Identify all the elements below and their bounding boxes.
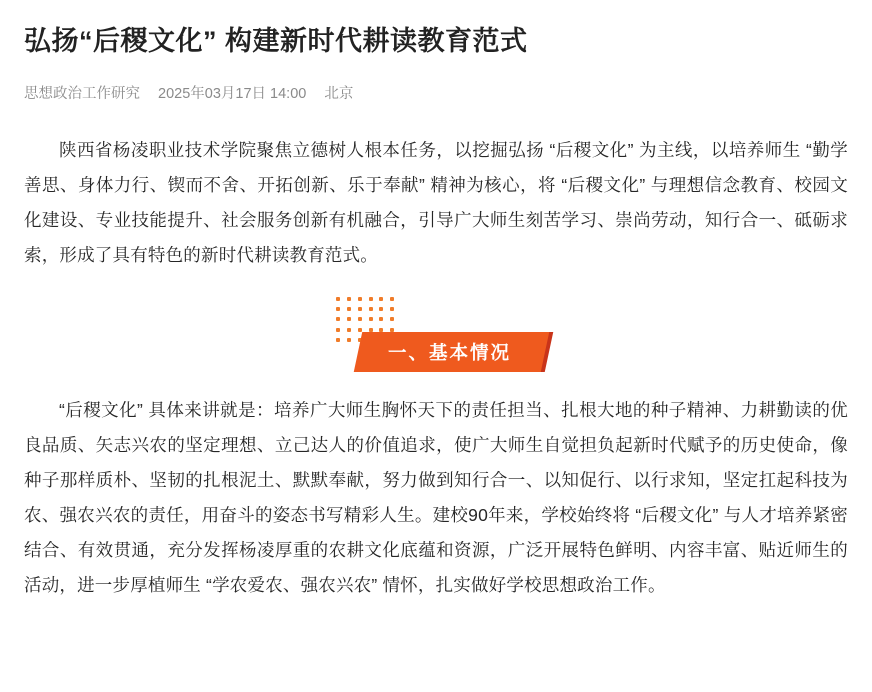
meta-location: 北京 bbox=[324, 86, 354, 102]
page-title: 弘扬“后稷文化” 构建新时代耕读教育范式 bbox=[24, 26, 528, 56]
intro-paragraph: 陕西省杨凌职业技术学院聚焦立德树人根本任务，以挖掘弘扬 “后稷文化” 为主线，以培养师生 “勤学善思、身体力行、锲而不舍、开拓创新、乐于奉献” 精神为核心，将 “后稷文化” 与理想信念教育、校园文化建设、专业技能提升、社会服务创新有机融合，引导广大师生刻苦学习、崇尚劳动，知行合一、砥砺求索，形成了具有特色的新时代耕读教育范式。 bbox=[24, 140, 848, 265]
meta-date: 2025年03月17日 14:00 bbox=[158, 86, 307, 102]
article-meta bbox=[24, 82, 848, 103]
meta-source: 思想政治工作研究 bbox=[24, 86, 140, 102]
heading-banner-label: 一、基本情况 bbox=[388, 342, 512, 363]
section-heading bbox=[24, 295, 848, 387]
section-paragraph: “后稷文化” 具体来讲就是：培养广大师生胸怀天下的责任担当、扎根大地的种子精神、力耕勤读的优良品质、矢志兴农的坚定理想、立己达人的价值追求，使广大师生自觉担负起新时代赋予的历史使命，像种子那样质朴、坚韧的扎根泥土、默默奉献，努力做到知行合一、以知促行、以行求知，坚定扛起科技为农、强农兴农的责任，用奋斗的姿态书写精彩人生。建校90年来，学校始终将 “后稷文化” 与人才培养紧密结合、有效贯通，充分发挥杨凌厚重的农耕文化底蕴和资源，广泛开展特色鲜明、内容丰富、贴近师生的活动，进一步厚植师生 “学农爱农、强农兴农” 情怀，扎实做好学校思想政治工作。 bbox=[24, 400, 848, 595]
heading-banner bbox=[354, 332, 550, 372]
